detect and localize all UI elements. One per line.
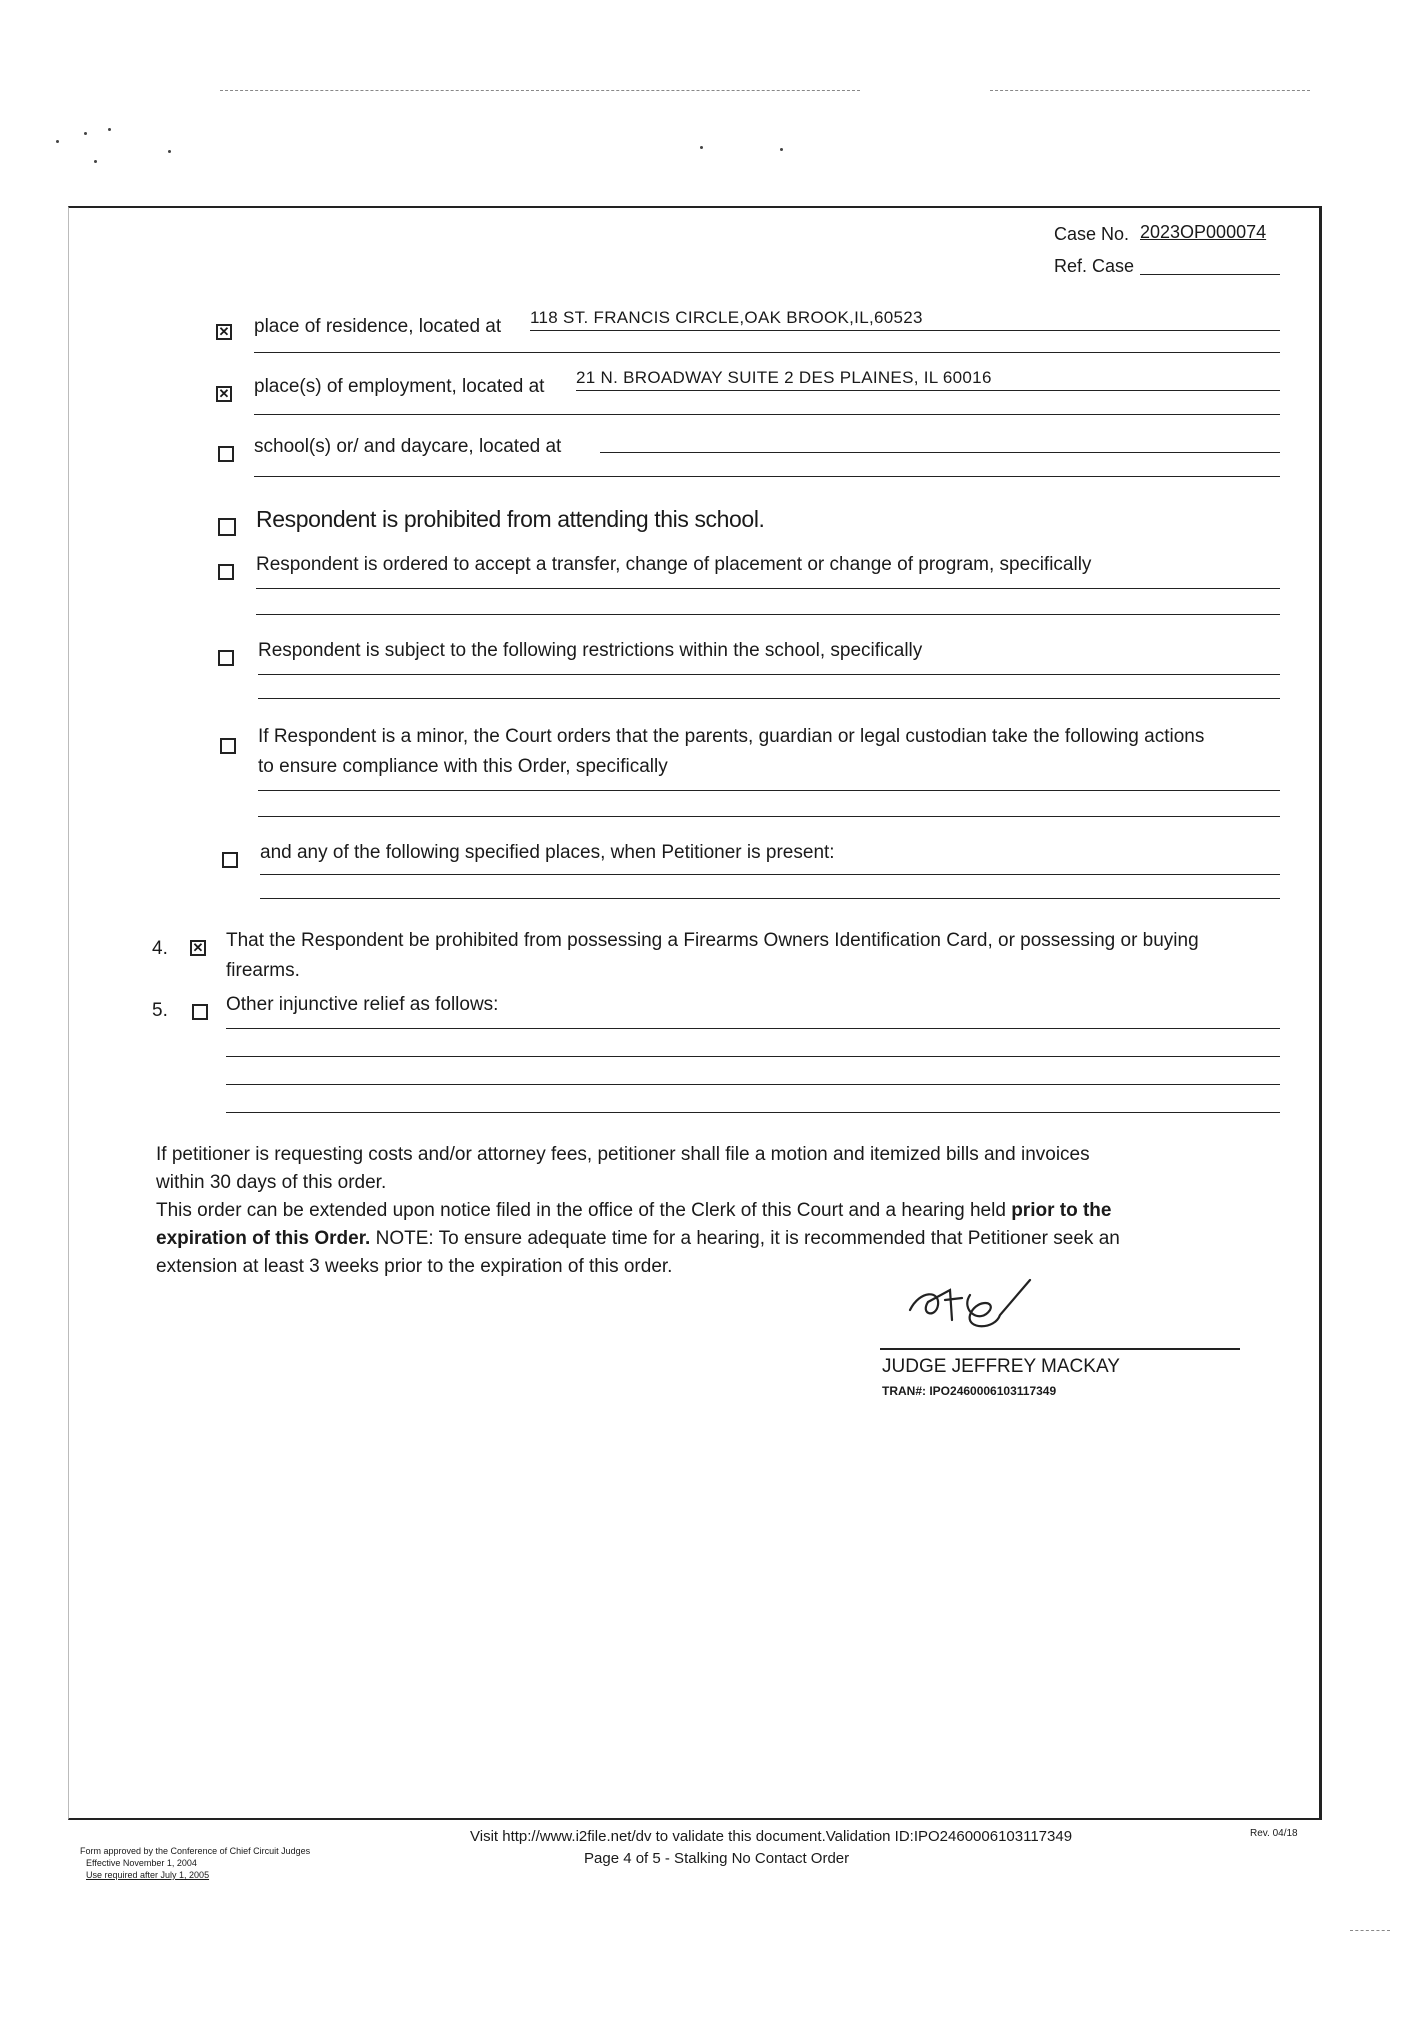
employment-line-2: [254, 414, 1280, 415]
item4-checkbox[interactable]: [190, 940, 206, 956]
case-no-label: Case No.: [1054, 224, 1130, 244]
notice-line3-a: This order can be extended upon notice filed in the office of the Clerk of this Court and a hearing held: [156, 1200, 1012, 1221]
form-approval-line3: Use required after July 1, 2005: [86, 1870, 210, 1880]
item5-line-2: [226, 1056, 1280, 1057]
tran-label: TRAN#:: [882, 1384, 926, 1398]
scan-speck: [700, 146, 703, 149]
scan-speck: [168, 150, 171, 153]
ref-case-label: Ref. Case: [1054, 256, 1135, 276]
judge-name: JUDGE JEFFREY MACKAY: [882, 1356, 1120, 1377]
form-approval-line1: Form approved by the Conference of Chief Circuit Judges: [80, 1846, 311, 1856]
ref-case-line: [1140, 274, 1280, 275]
case-no-value: 2023OP000074: [1140, 222, 1267, 242]
validation-line: Visit http://www.i2file.net/dv to validate this document.Validation ID:IPO2460006103117349: [470, 1828, 1073, 1845]
notice-line3: [156, 1200, 1111, 1223]
residence-checkbox[interactable]: [216, 324, 232, 340]
tran-number: [882, 1384, 1056, 1398]
scan-speck: [84, 132, 87, 135]
residence-line-1: [530, 330, 1280, 331]
residence-label: place of residence, located at: [254, 316, 502, 337]
minor-checkbox[interactable]: [220, 738, 236, 754]
specified-places-line-1: [260, 874, 1280, 875]
scan-artifact-top-line: [220, 90, 860, 91]
school-prohibited-checkbox[interactable]: [218, 518, 236, 536]
school-line-2: [254, 476, 1280, 477]
minor-text-line2: to ensure compliance with this Order, specifically: [258, 756, 668, 777]
specified-places-line-2: [260, 898, 1280, 899]
tran-value: IPO2460006103117349: [929, 1384, 1057, 1398]
minor-text-line1: If Respondent is a minor, the Court orders that the parents, guardian or legal custodian take the following actions: [258, 726, 1205, 747]
minor-line-1: [258, 790, 1280, 791]
school-transfer-line-1: [256, 588, 1280, 589]
scan-speck: [780, 148, 783, 151]
item5-line-3: [226, 1084, 1280, 1085]
page-number-line: Page 4 of 5 - Stalking No Contact Order: [584, 1850, 850, 1867]
signature-line: [880, 1348, 1240, 1350]
notice-line4-b: NOTE: To ensure adequate time for a hearing, it is recommended that Petitioner seek an: [370, 1228, 1120, 1249]
school-label: school(s) or/ and daycare, located at: [254, 436, 562, 457]
notice-line2: within 30 days of this order.: [156, 1172, 387, 1193]
employment-line-1: [576, 390, 1280, 391]
scan-speck: [56, 140, 59, 143]
employment-checkbox[interactable]: [216, 386, 232, 402]
specified-places-text: and any of the following specified places, when Petitioner is present:: [260, 842, 835, 863]
item5-line-4: [226, 1112, 1280, 1113]
school-restrictions-line-2: [258, 698, 1280, 699]
notice-line1: If petitioner is requesting costs and/or attorney fees, petitioner shall file a motion and itemized bills and invoices: [156, 1144, 1090, 1165]
item5-number: 5.: [152, 1000, 168, 1021]
scan-speck: [94, 160, 97, 163]
scan-artifact-bottom: [1350, 1930, 1390, 1931]
school-checkbox[interactable]: [218, 446, 234, 462]
residence-value: 118 ST. FRANCIS CIRCLE,OAK BROOK,IL,60523: [530, 308, 923, 327]
item5-text: Other injunctive relief as follows:: [226, 994, 499, 1015]
employment-value: 21 N. BROADWAY SUITE 2 DES PLAINES, IL 60016: [576, 368, 992, 387]
scan-speck: [108, 128, 111, 131]
school-restrictions-text: Respondent is subject to the following restrictions within the school, specifically: [258, 640, 923, 661]
school-transfer-line-2: [256, 614, 1280, 615]
revision-date: Rev. 04/18: [1250, 1828, 1298, 1839]
item4-number: 4.: [152, 938, 168, 959]
employment-label: place(s) of employment, located at: [254, 376, 545, 397]
item4-text-line2: firearms.: [226, 960, 300, 981]
school-line-1: [600, 452, 1280, 453]
judge-signature: [900, 1270, 1040, 1340]
notice-line3-b: prior to the: [1011, 1200, 1112, 1221]
specified-places-checkbox[interactable]: [222, 852, 238, 868]
notice-line4-a: expiration of this Order.: [156, 1228, 371, 1249]
notice-line5: extension at least 3 weeks prior to the expiration of this order.: [156, 1256, 673, 1277]
notice-line4: [156, 1228, 1120, 1251]
form-approval-line2: Effective November 1, 2004: [86, 1858, 197, 1868]
item4-text-line1: That the Respondent be prohibited from possessing a Firearms Owners Identification Card, or possessing or buying: [226, 930, 1199, 951]
school-prohibited-text: Respondent is prohibited from attending this school.: [256, 506, 765, 532]
school-restrictions-line-1: [258, 674, 1280, 675]
scan-artifact-top-line-right: [990, 90, 1310, 91]
school-transfer-text: Respondent is ordered to accept a transfer, change of placement or change of program, specifically: [256, 554, 1092, 575]
residence-line-2: [254, 352, 1280, 353]
school-restrictions-checkbox[interactable]: [218, 650, 234, 666]
item5-checkbox[interactable]: [192, 1004, 208, 1020]
minor-line-2: [258, 816, 1280, 817]
school-transfer-checkbox[interactable]: [218, 564, 234, 580]
item5-line-1: [226, 1028, 1280, 1029]
